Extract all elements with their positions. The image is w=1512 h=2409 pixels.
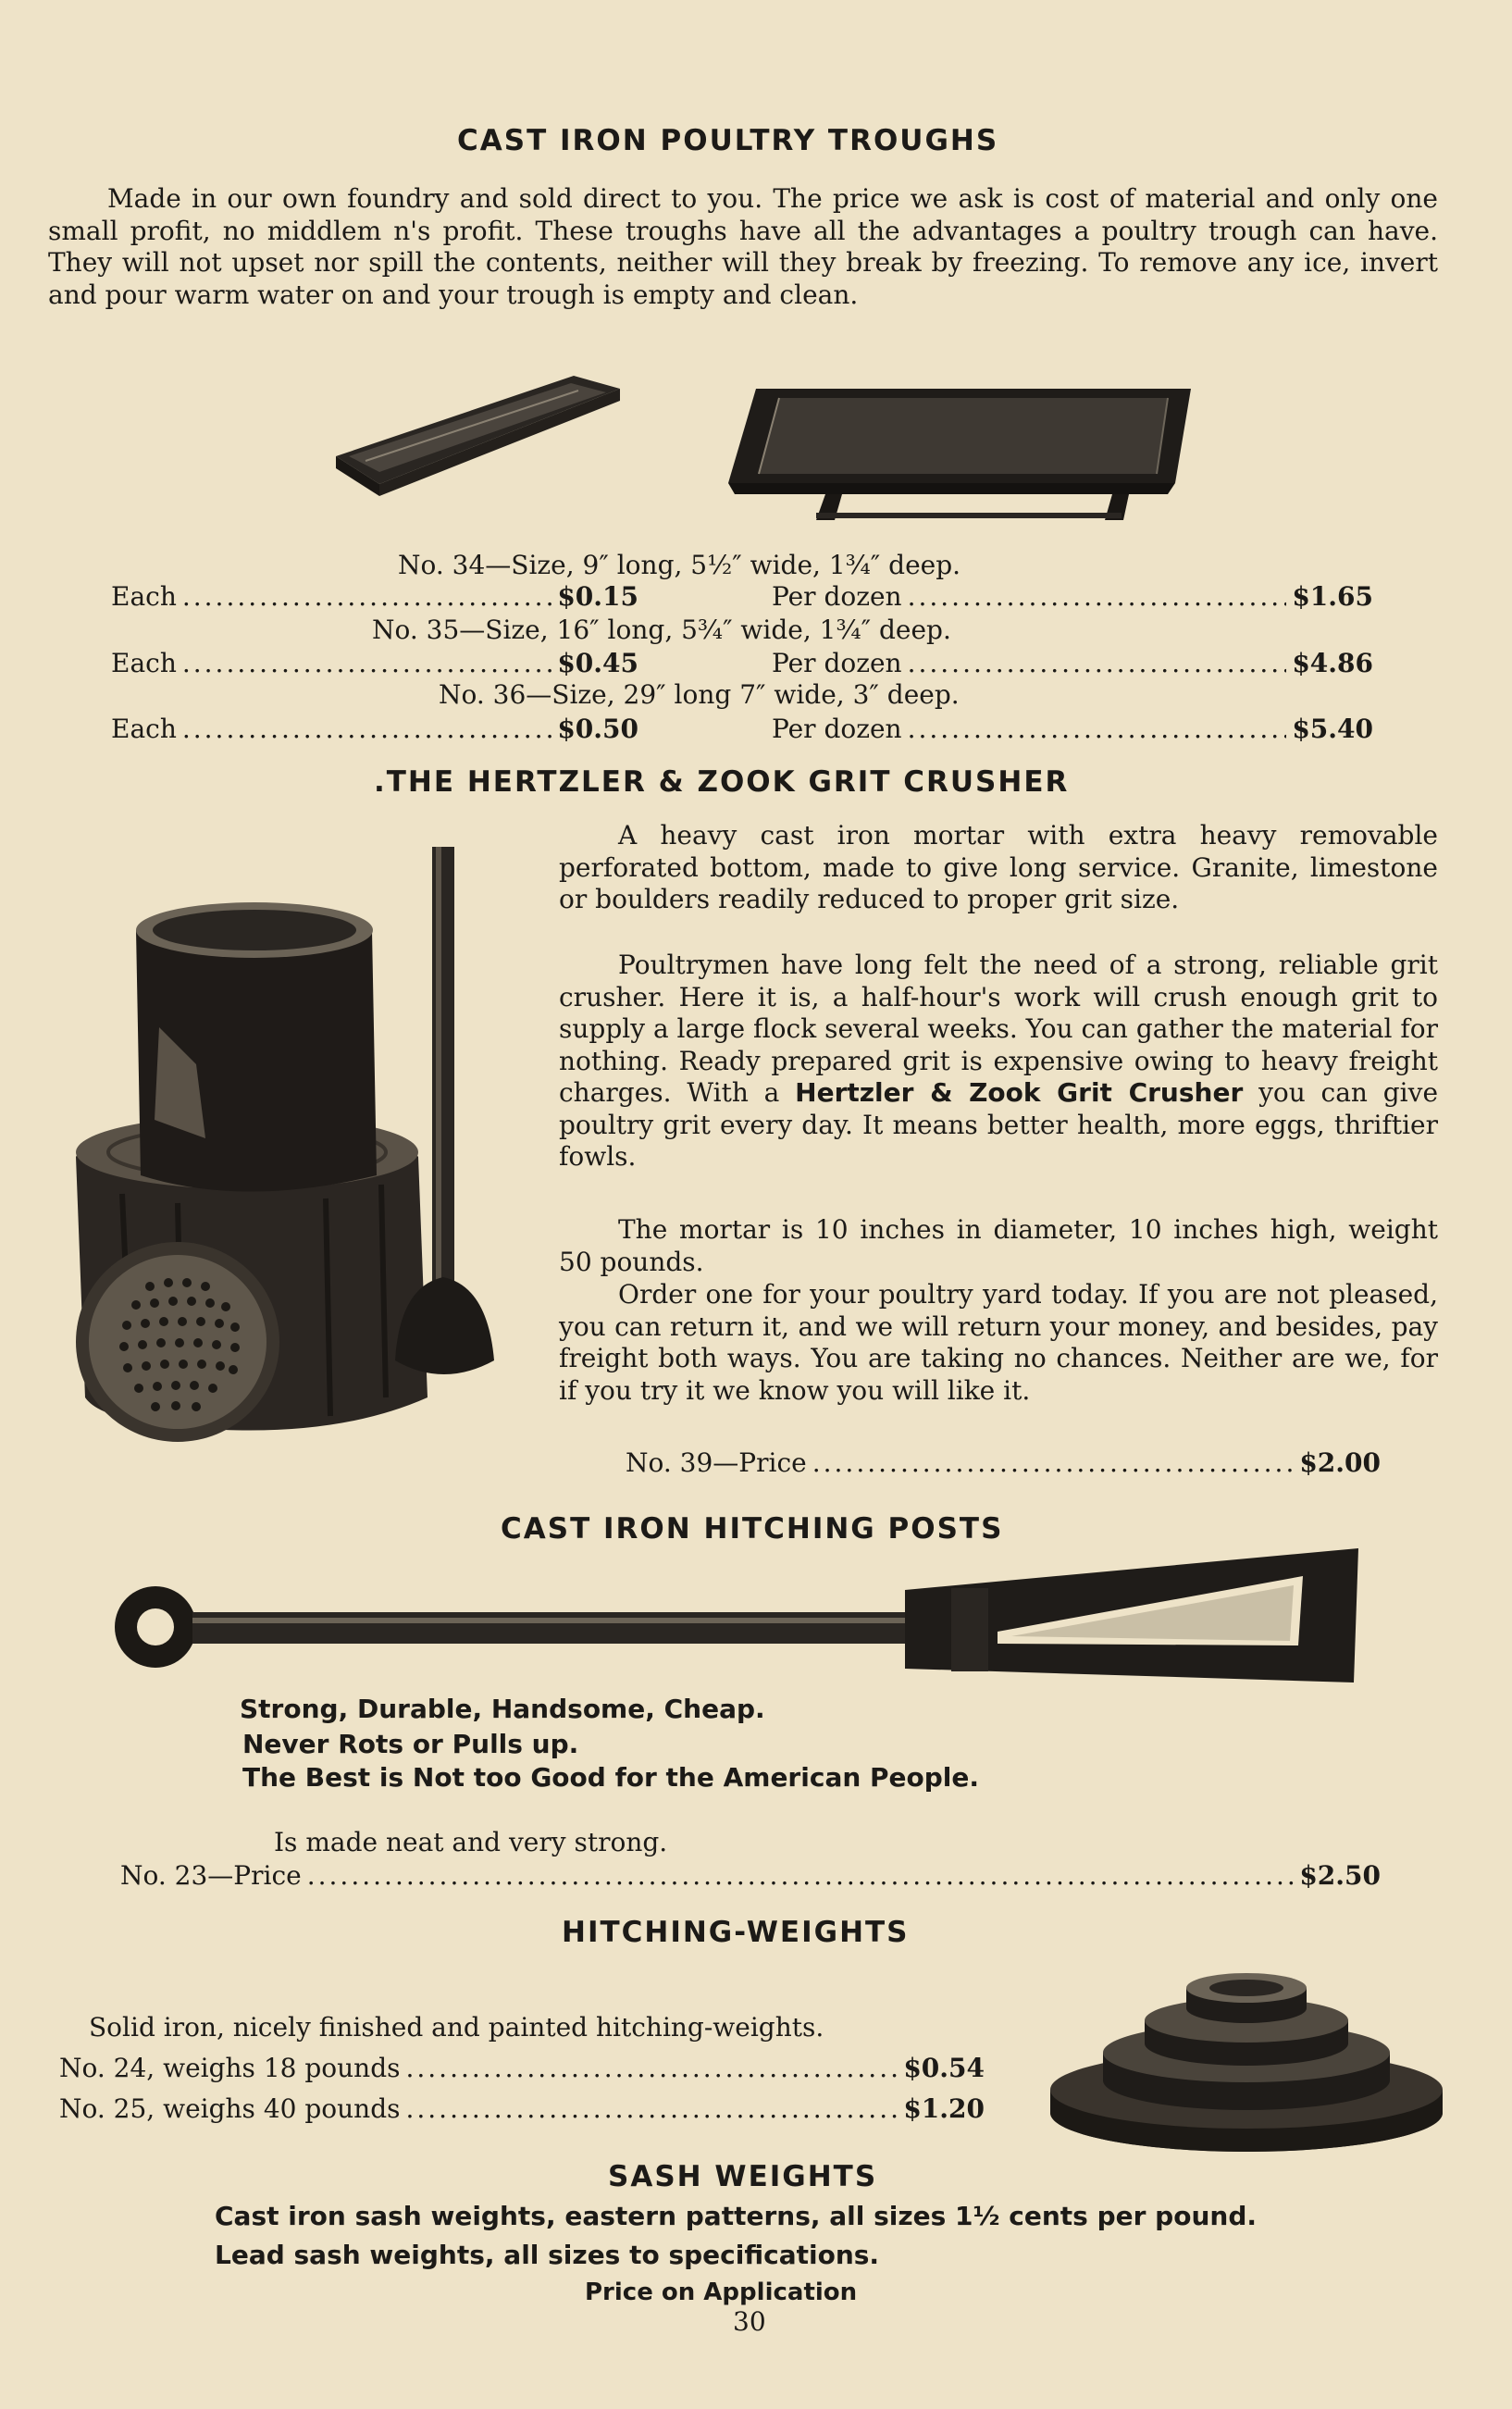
crusher-price-label: No. 39—Price — [626, 1447, 807, 1478]
posts-slogan-1: Strong, Durable, Handsome, Cheap. — [240, 1694, 765, 1724]
dozen-label: Per dozen — [772, 581, 902, 612]
dozen-price: $4.86 — [1292, 648, 1373, 678]
weights-title: HITCHING-WEIGHTS — [562, 1916, 910, 1949]
trough-size-34: No. 34—Size, 9″ long, 5½″ wide, 1¾″ deep. — [398, 550, 961, 580]
crusher-price-row — [626, 1447, 1381, 1478]
trough-dozen-row-35 — [772, 648, 1373, 678]
weights-description: Solid iron, nicely finished and painted hitching-weights. — [89, 2012, 824, 2043]
crusher-paragraph-2 — [559, 950, 1438, 1173]
trough-size-35: No. 35—Size, 16″ long, 5¾″ wide, 1¾″ deep. — [372, 615, 951, 645]
posts-price: $2.50 — [1299, 1860, 1381, 1891]
posts-slogan-2: Never Rots or Pulls up. — [242, 1729, 579, 1759]
small-trough-illustration — [328, 368, 625, 507]
each-label: Each — [111, 581, 177, 612]
posts-price-row — [120, 1860, 1381, 1891]
posts-slogan-3: The Best is Not too Good for the American People. — [242, 1762, 980, 1793]
each-price: $0.50 — [557, 714, 638, 744]
crusher-p2-end: you can give poultry grit every day. It means better health, more eggs, thriftier fowls. — [559, 1077, 1439, 1172]
troughs-title: CAST IRON POULTRY TROUGHS — [457, 124, 999, 157]
each-label: Each — [111, 648, 177, 678]
trough-dozen-row-36 — [772, 714, 1373, 744]
posts-price-label: No. 23—Price — [120, 1860, 302, 1891]
each-price: $0.45 — [557, 648, 638, 678]
crusher-p2-start: Poultrymen have long felt the need of a strong, reliable grit crusher. Here it is, a half-hour's work will crush enough grit to supply a large flock several weeks. You can gather the material for nothing. Ready prepared grit is expensive owing to heavy freight charges. With a — [559, 950, 1438, 1108]
each-price: $0.15 — [557, 581, 638, 612]
posts-note: Is made neat and very strong. — [274, 1827, 668, 1857]
trough-each-row-35 — [111, 648, 638, 678]
crusher-price: $2.00 — [1299, 1447, 1381, 1478]
sash-line-2: Lead sash weights, all sizes to specifications. — [215, 2240, 880, 2270]
dozen-price: $1.65 — [1292, 581, 1373, 612]
trough-size-36: No. 36—Size, 29″ long 7″ wide, 3″ deep. — [439, 679, 960, 710]
crusher-paragraph-1: A heavy cast iron mortar with extra heavy removable perforated bottom, made to give long service. Granite, limestone or boulders readily reduced to proper grit size. — [559, 820, 1438, 914]
trough-each-row-36 — [111, 714, 638, 744]
sash-title: SASH WEIGHTS — [608, 2160, 878, 2193]
weight-label: No. 25, weighs 40 pounds — [59, 2093, 401, 2124]
grit-crusher-illustration — [67, 842, 511, 1444]
weight-row-24 — [59, 2053, 985, 2083]
trough-dozen-row-34 — [772, 581, 1373, 612]
hitching-weight-illustration — [1047, 1951, 1445, 2154]
posts-title: CAST IRON HITCHING POSTS — [501, 1512, 1004, 1546]
weight-row-25 — [59, 2093, 985, 2124]
sash-line-3: Price on Application — [585, 2279, 858, 2306]
large-trough-illustration — [724, 381, 1196, 529]
dozen-label: Per dozen — [772, 714, 902, 744]
page-number: 30 — [733, 2306, 766, 2337]
weight-price: $1.20 — [903, 2093, 985, 2124]
trough-each-row-34 — [111, 581, 638, 612]
crusher-brand-name: Hertzler & Zook Grit Crusher — [795, 1077, 1244, 1108]
weight-price: $0.54 — [903, 2053, 985, 2083]
crusher-title: .THE HERTZLER & ZOOK GRIT CRUSHER — [374, 765, 1070, 799]
crusher-paragraph-3: The mortar is 10 inches in diameter, 10 inches high, weight 50 pounds. — [559, 1214, 1438, 1277]
crusher-paragraph-4: Order one for your poultry yard today. If you are not pleased, you can return it, and we will return your money, and besides, pay freight both ways. You are taking no chances. Neither are we, for if you try it we know you will like it. — [559, 1279, 1438, 1406]
each-label: Each — [111, 714, 177, 744]
weight-label: No. 24, weighs 18 pounds — [59, 2053, 401, 2083]
sash-line-1: Cast iron sash weights, eastern patterns, all sizes 1½ cents per pound. — [215, 2201, 1258, 2231]
troughs-intro: Made in our own foundry and sold direct to you. The price we ask is cost of material and only one small profit, no middlem n's profit. These troughs have all the advantages a poultry trough can have. They will not upset nor spill the contents, neither will they break by freezing. To remove any ice, invert and pour warm water on and your trough is empty and clean. — [48, 183, 1438, 310]
dozen-label: Per dozen — [772, 648, 902, 678]
dozen-price: $5.40 — [1292, 714, 1373, 744]
hitching-post-illustration — [109, 1544, 1368, 1692]
